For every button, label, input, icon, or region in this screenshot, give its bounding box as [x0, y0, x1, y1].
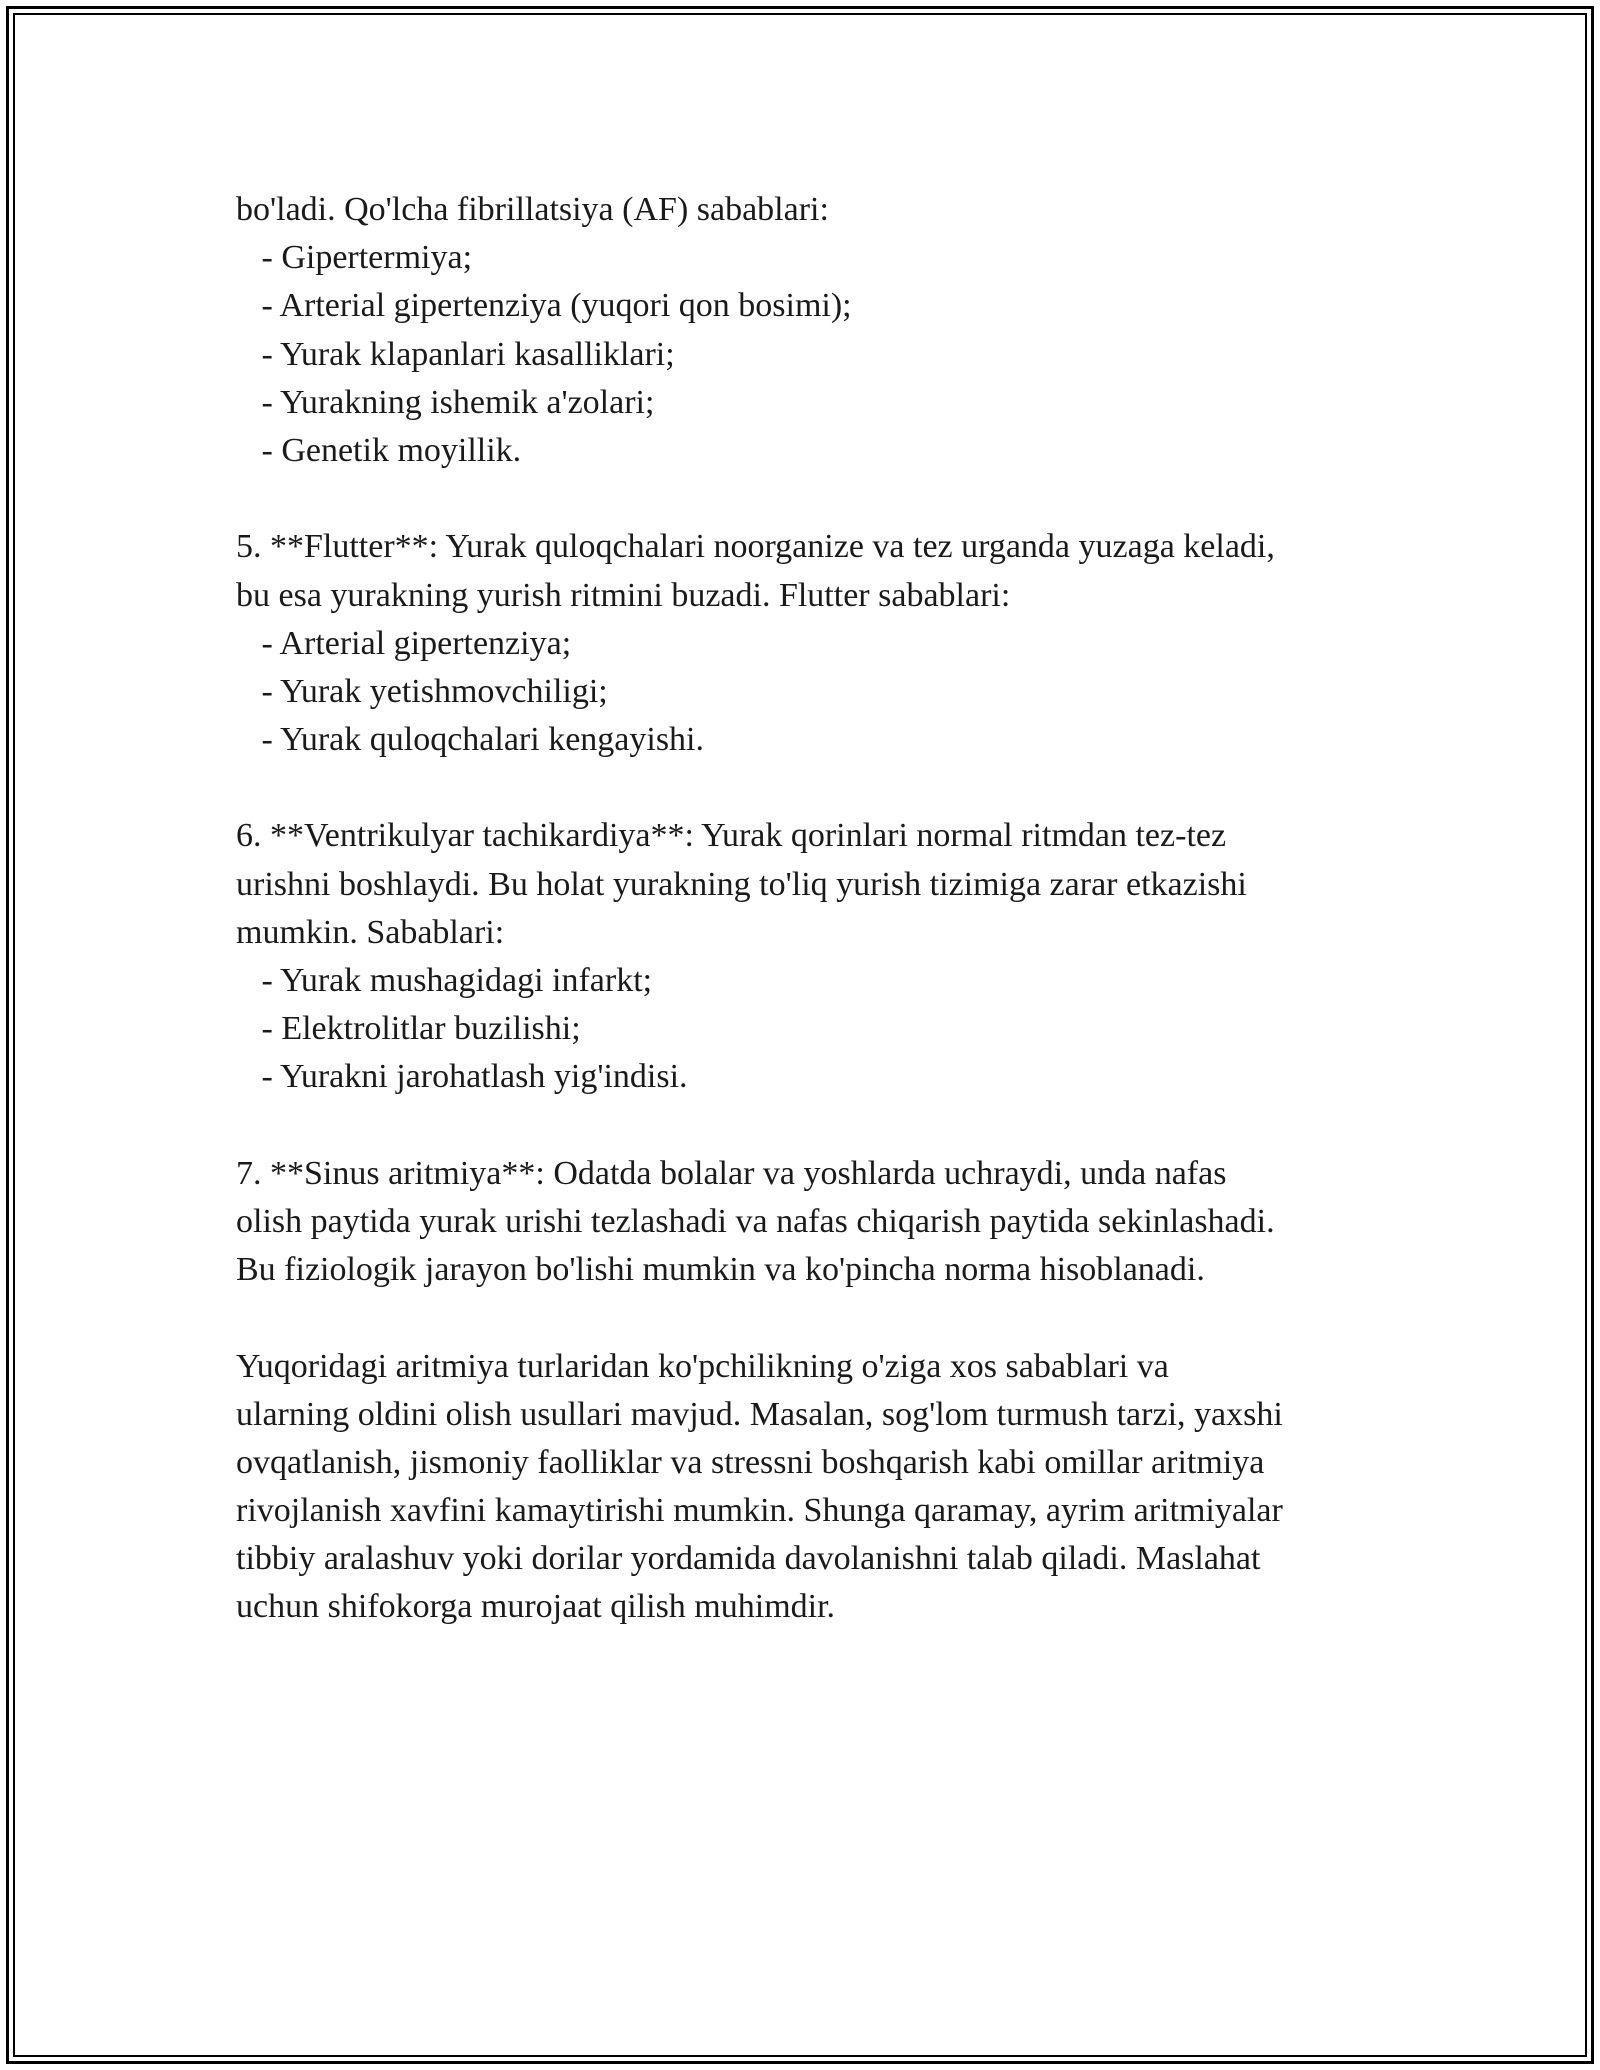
list-item: - Yurak yetishmovchiligi;: [236, 672, 608, 710]
paragraph-line: Yuqoridagi aritmiya turlaridan ko'pchilikning o'ziga xos sabablari va: [236, 1347, 1169, 1385]
list-item: - Yurak klapanlari kasalliklari;: [236, 335, 675, 373]
text-line: olish paytida yurak urishi tezlashadi va nafas chiqarish paytida sekinlashadi.: [236, 1202, 1275, 1240]
list-item: - Yurak mushagidagi infarkt;: [236, 962, 653, 999]
text-line: Bu fiziologik jarayon bo'lishi mumkin va ko'pincha norma hisoblanadi.: [236, 1251, 1205, 1289]
paragraph-line: ovqatlanish, jismoniy faolliklar va stressni boshqarish kabi omillar aritmiya: [236, 1443, 1265, 1481]
blank-line: [236, 764, 1416, 812]
list-item: - Arterial gipertenziya (yuqori qon bosimi);: [236, 287, 852, 325]
blank-line: [236, 1102, 1416, 1150]
list-item: - Arterial gipertenziya;: [236, 624, 572, 662]
paragraph-line: tibbiy aralashuv yoki dorilar yordamida davolanishni talab qiladi. Maslahat: [236, 1540, 1261, 1578]
list-item: - Yurakning ishemik a'zolari;: [236, 383, 655, 421]
section-heading-line: 6. **Ventrikulyar tachikardiya**: Yurak qorinlari normal ritmdan tez-tez: [236, 817, 1227, 855]
blank-line: [236, 1294, 1416, 1342]
blank-line: [236, 475, 1416, 523]
list-item: - Gipertermiya;: [236, 239, 473, 277]
text-line: urishni boshlaydi. Bu holat yurakning to'liq yurish tizimiga zarar etkazishi: [236, 865, 1247, 903]
list-item: - Yurak quloqchalari kengayishi.: [236, 721, 704, 759]
list-item: - Elektrolitlar buzilishi;: [236, 1010, 581, 1048]
text-line: bu esa yurakning yurish ritmini buzadi. Flutter sabablari:: [236, 576, 1011, 614]
paragraph-line: ularning oldini olish usullari mavjud. Masalan, sog'lom turmush tarzi, yaxshi: [236, 1395, 1283, 1433]
document-body: [236, 186, 1416, 1632]
paragraph-line: rivojlanish xavfini kamaytirishi mumkin. Shunga qaramay, ayrim aritmiyalar: [236, 1492, 1283, 1530]
paragraph-line: uchun shifokorga murojaat qilish muhimdir.: [236, 1588, 836, 1626]
text-line: mumkin. Sabablari:: [236, 913, 505, 951]
section-heading-line: 5. **Flutter**: Yurak quloqchalari noorganize va tez urganda yuzaga keladi,: [236, 528, 1275, 566]
list-item: - Yurakni jarohatlash yig'indisi.: [236, 1058, 688, 1096]
text-line: bo'ladi. Qo'lcha fibrillatsiya (AF) sabablari:: [236, 191, 829, 228]
section-heading-line: 7. **Sinus aritmiya**: Odatda bolalar va yoshlarda uchraydi, unda nafas: [236, 1154, 1227, 1192]
list-item: - Genetik moyillik.: [236, 431, 522, 469]
